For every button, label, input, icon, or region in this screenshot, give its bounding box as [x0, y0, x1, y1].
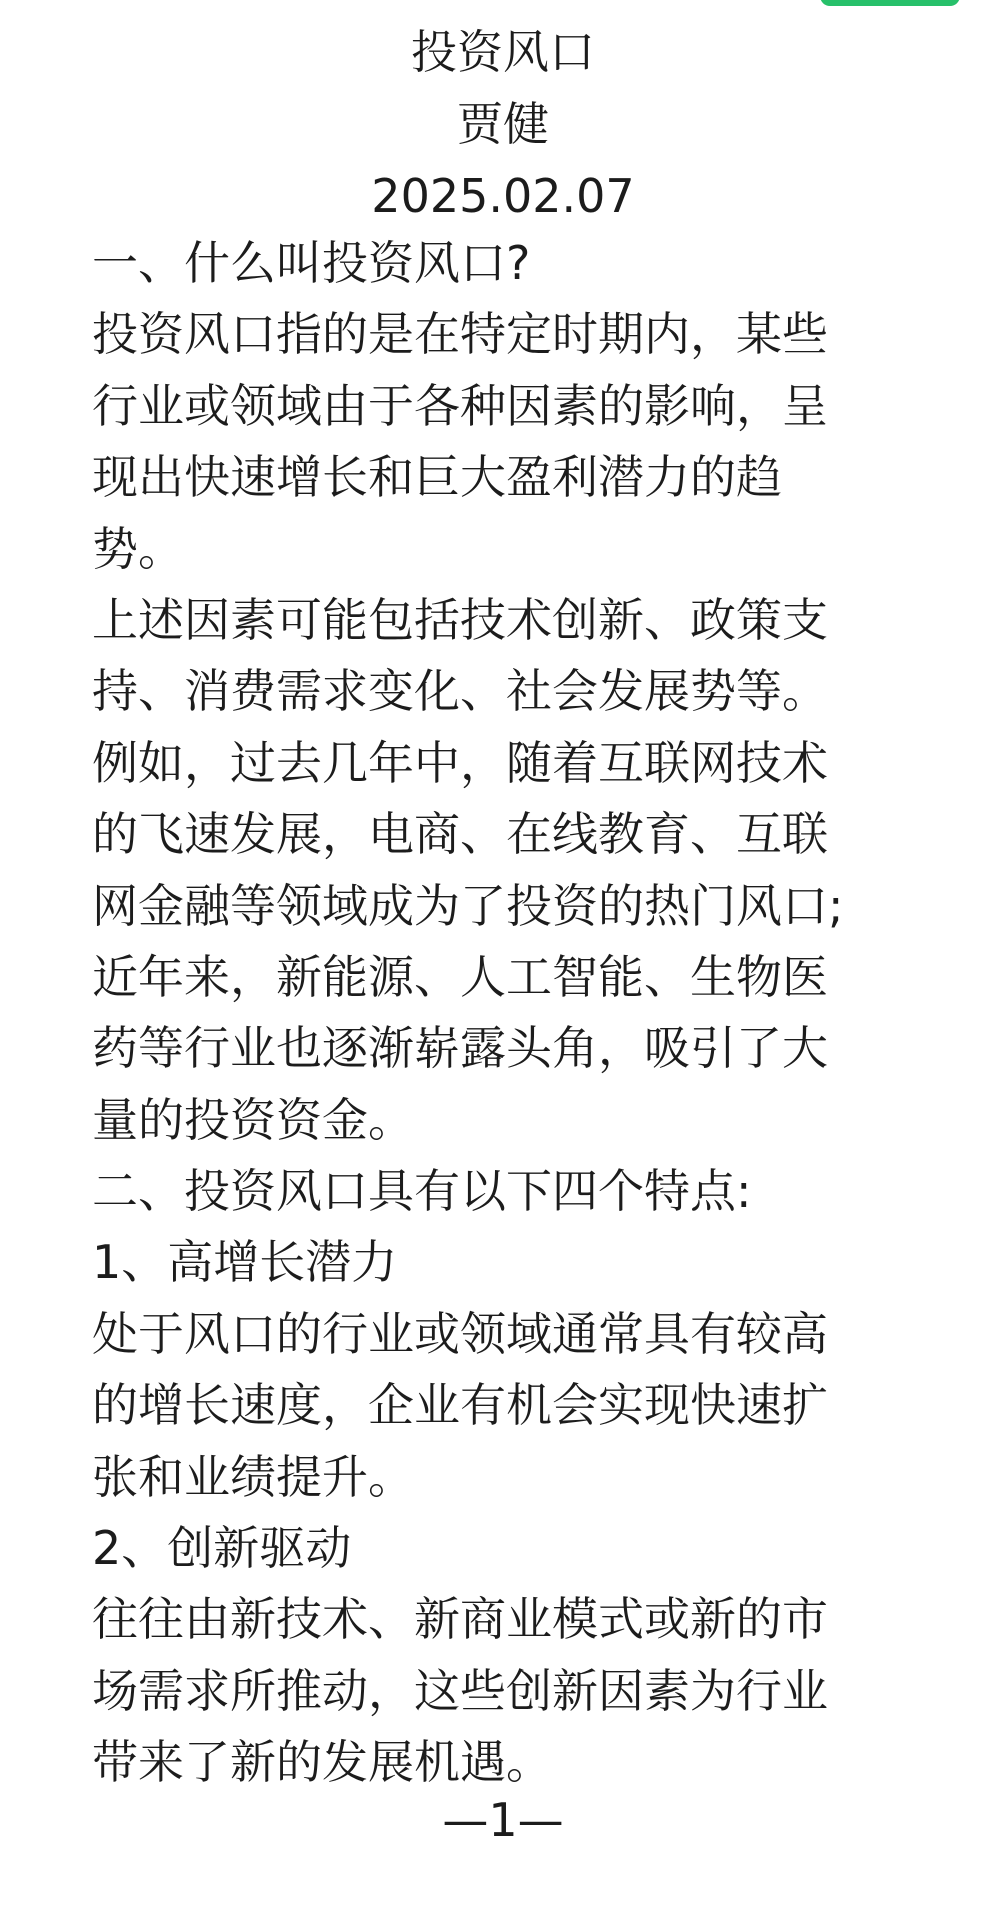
page-number: —1— — [442, 1793, 564, 1847]
text-line: 的飞速发展，电商、在线教育、互联 — [92, 807, 828, 862]
document-body — [92, 228, 892, 1799]
text-line: 2、创新驱动 — [92, 1521, 352, 1576]
text-line: 1、高增长潜力 — [92, 1235, 398, 1290]
text-line: 行业或领域由于各种因素的影响，呈 — [92, 378, 828, 433]
text-line: 势。 — [92, 521, 184, 576]
text-line: 张和业绩提升。 — [92, 1449, 414, 1504]
text-line: 带来了新的发展机遇。 — [92, 1735, 552, 1790]
document-title: 投资风口 — [411, 25, 595, 79]
text-line: 持、消费需求变化、社会发展势等。 — [92, 664, 828, 719]
text-line: 处于风口的行业或领域通常具有较高 — [92, 1306, 828, 1361]
text-line: 网金融等领域成为了投资的热门风口; — [92, 878, 844, 933]
text-line: 一、什么叫投资风口? — [92, 236, 531, 290]
text-line: 近年来，新能源、人工智能、生物医 — [92, 949, 828, 1004]
text-line: 场需求所推动，这些创新因素为行业 — [92, 1663, 828, 1718]
text-line: 例如，过去几年中，随着互联网技术 — [92, 735, 828, 790]
document-author: 贾健 — [457, 97, 549, 151]
text-line: 药等行业也逐渐崭露头角，吸引了大 — [92, 1021, 828, 1076]
text-line: 往往由新技术、新商业模式或新的市 — [92, 1592, 828, 1647]
text-line: 现出快速增长和巨大盈利潜力的趋 — [92, 450, 782, 505]
text-line: 投资风口指的是在特定时期内，某些 — [92, 307, 828, 362]
text-line: 量的投资资金。 — [92, 1092, 414, 1147]
text-line: 的增长速度，企业有机会实现快速扩 — [92, 1378, 828, 1433]
green-status-pill — [820, 0, 960, 6]
document-date: 2025.02.07 — [371, 169, 635, 223]
document-header — [0, 16, 1006, 232]
text-line: 二、投资风口具有以下四个特点: — [92, 1164, 752, 1219]
text-line: 上述因素可能包括技术创新、政策支 — [92, 592, 828, 647]
